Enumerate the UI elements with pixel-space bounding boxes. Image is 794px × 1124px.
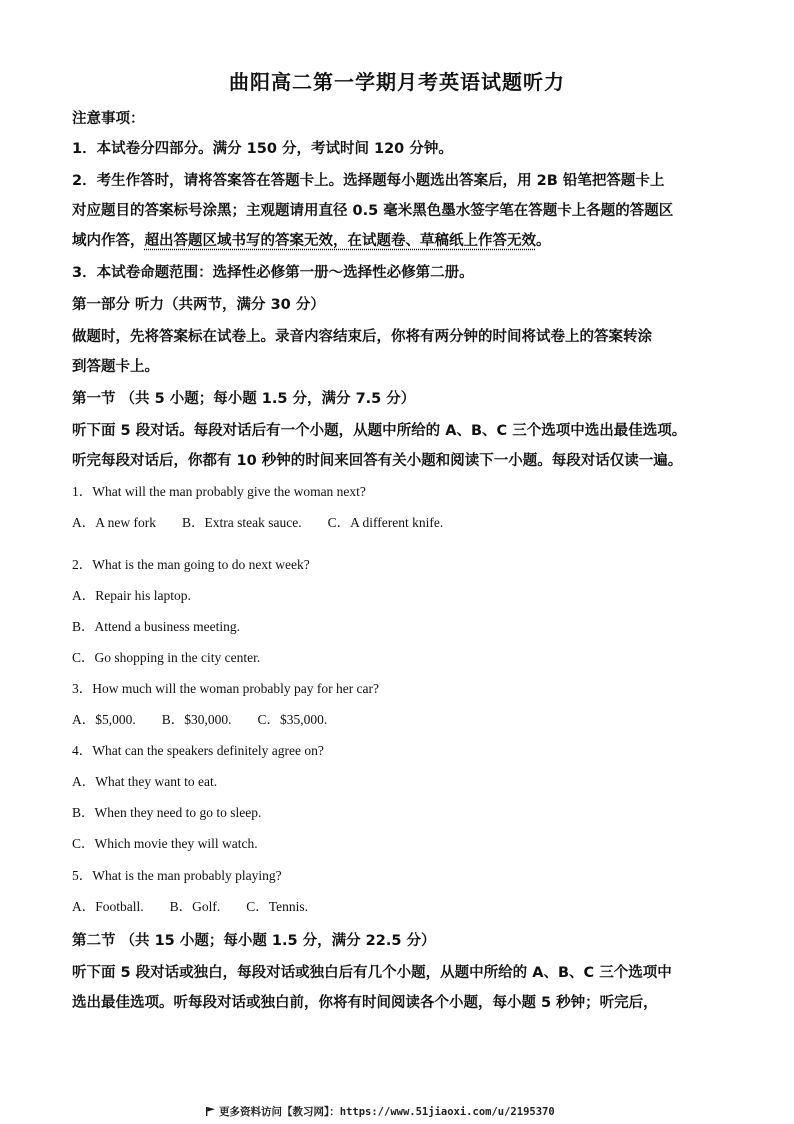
footer-link[interactable] <box>206 1104 555 1119</box>
question-1: 1．What will the man probably give the woman next? <box>72 484 366 499</box>
notice-item-2-line-1: 2．考生作答时，请将答案答在答题卡上。选择题每小题选出答案后，用 2B 铅笔把答题卡上 <box>72 173 665 189</box>
section2-instruction-line-1: 听下面 5 段对话或独白，每段对话或独白后有几个小题，从题中所给的 A、B、C 三个选项中 <box>72 965 672 981</box>
question-4-option-c: C．Which movie they will watch. <box>72 836 258 851</box>
flag-icon <box>206 1107 215 1116</box>
question-5: 5．What is the man probably playing? <box>72 868 282 883</box>
flag-pole <box>206 1107 207 1116</box>
question-5-option-b: B．Golf. <box>169 899 221 914</box>
question-3: 3．How much will the woman probably pay for her car? <box>72 681 380 696</box>
section2-instruction-line-2: 选出最佳选项。听每段对话或独白前，你将有时间阅读各个小题，每小题 5 秒钟；听完后， <box>72 995 658 1011</box>
question-5-options <box>72 897 334 917</box>
page-title: 曲阳高二第一学期月考英语试题听力 <box>229 70 565 94</box>
question-3-options <box>72 710 353 730</box>
question-3-option-b: B．$30,000. <box>161 712 232 727</box>
question-1-option-a: A．A new fork <box>72 515 156 530</box>
question-2: 2．What is the man going to do next week? <box>72 557 310 572</box>
section1-instruction-line-1: 听下面 5 段对话。每段对话后有一个小题，从题中所给的 A、B、C 三个选项中选出最佳选项。 <box>72 423 687 439</box>
question-2-option-b: B．Attend a business meeting. <box>72 619 240 634</box>
question-4-option-a: A．What they want to eat. <box>72 774 218 789</box>
part1-intro-line-2: 到答题卡上。 <box>72 359 159 375</box>
section2-heading: 第二节 （共 15 小题；每小题 1.5 分，满分 22.5 分） <box>72 933 436 949</box>
part1-intro-line-1: 做题时，先将答案标在试卷上。录音内容结束后，你将有两分钟的时间将试卷上的答案转涂 <box>72 329 652 345</box>
notice-heading: 注意事项： <box>72 111 145 127</box>
notice-item-2-line-2: 对应题目的答案标号涂黑；主观题请用直径 0.5 毫米黑色墨水签字笔在答题卡上各题的答题区 <box>72 203 674 219</box>
question-2-option-c: C．Go shopping in the city center. <box>72 650 261 665</box>
notice-emphasis-text: 超出答题区域书写的答案无效，在试题卷、草稿纸上作答无效 <box>144 233 536 249</box>
section1-instruction-line-2: 听完每段对话后，你都有 10 秒钟的时间来回答有关小题和阅读下一小题。每段对话仅读一遍。 <box>72 453 683 469</box>
question-1-option-b: B．Extra steak sauce. <box>182 515 302 530</box>
question-1-option-c: C．A different knife. <box>327 515 444 530</box>
question-1-options <box>72 513 469 533</box>
notice-item-3: 3．本试卷命题范围：选择性必修第一册～选择性必修第二册。 <box>72 265 474 281</box>
footer-text[interactable]: 更多资料访问【教习网】：https://www.51jiaoxi.com/u/2195370 <box>219 1106 555 1118</box>
flag-cloth <box>207 1107 215 1112</box>
part1-heading: 第一部分 听力（共两节，满分 30 分） <box>72 297 325 313</box>
question-5-option-a: A．Football. <box>72 899 144 914</box>
notice-item-2-line-3 <box>72 226 732 256</box>
question-4: 4．What can the speakers definitely agree on? <box>72 743 324 758</box>
question-4-option-b: B．When they need to go to sleep. <box>72 805 262 820</box>
notice-item-1: 1．本试卷分四部分。满分 150 分，考试时间 120 分钟。 <box>72 141 453 157</box>
notice-item-2-line-3-start: 域内作答， <box>72 233 145 249</box>
notice-item-2-line-3-end: 。 <box>536 233 551 249</box>
question-3-option-c: C．$35,000. <box>257 712 328 727</box>
question-2-option-a: A．Repair his laptop. <box>72 588 191 603</box>
question-3-option-a: A．$5,000. <box>72 712 136 727</box>
question-5-option-c: C．Tennis. <box>246 899 308 914</box>
section1-heading: 第一节 （共 5 小题；每小题 1.5 分，满分 7.5 分） <box>72 391 416 407</box>
